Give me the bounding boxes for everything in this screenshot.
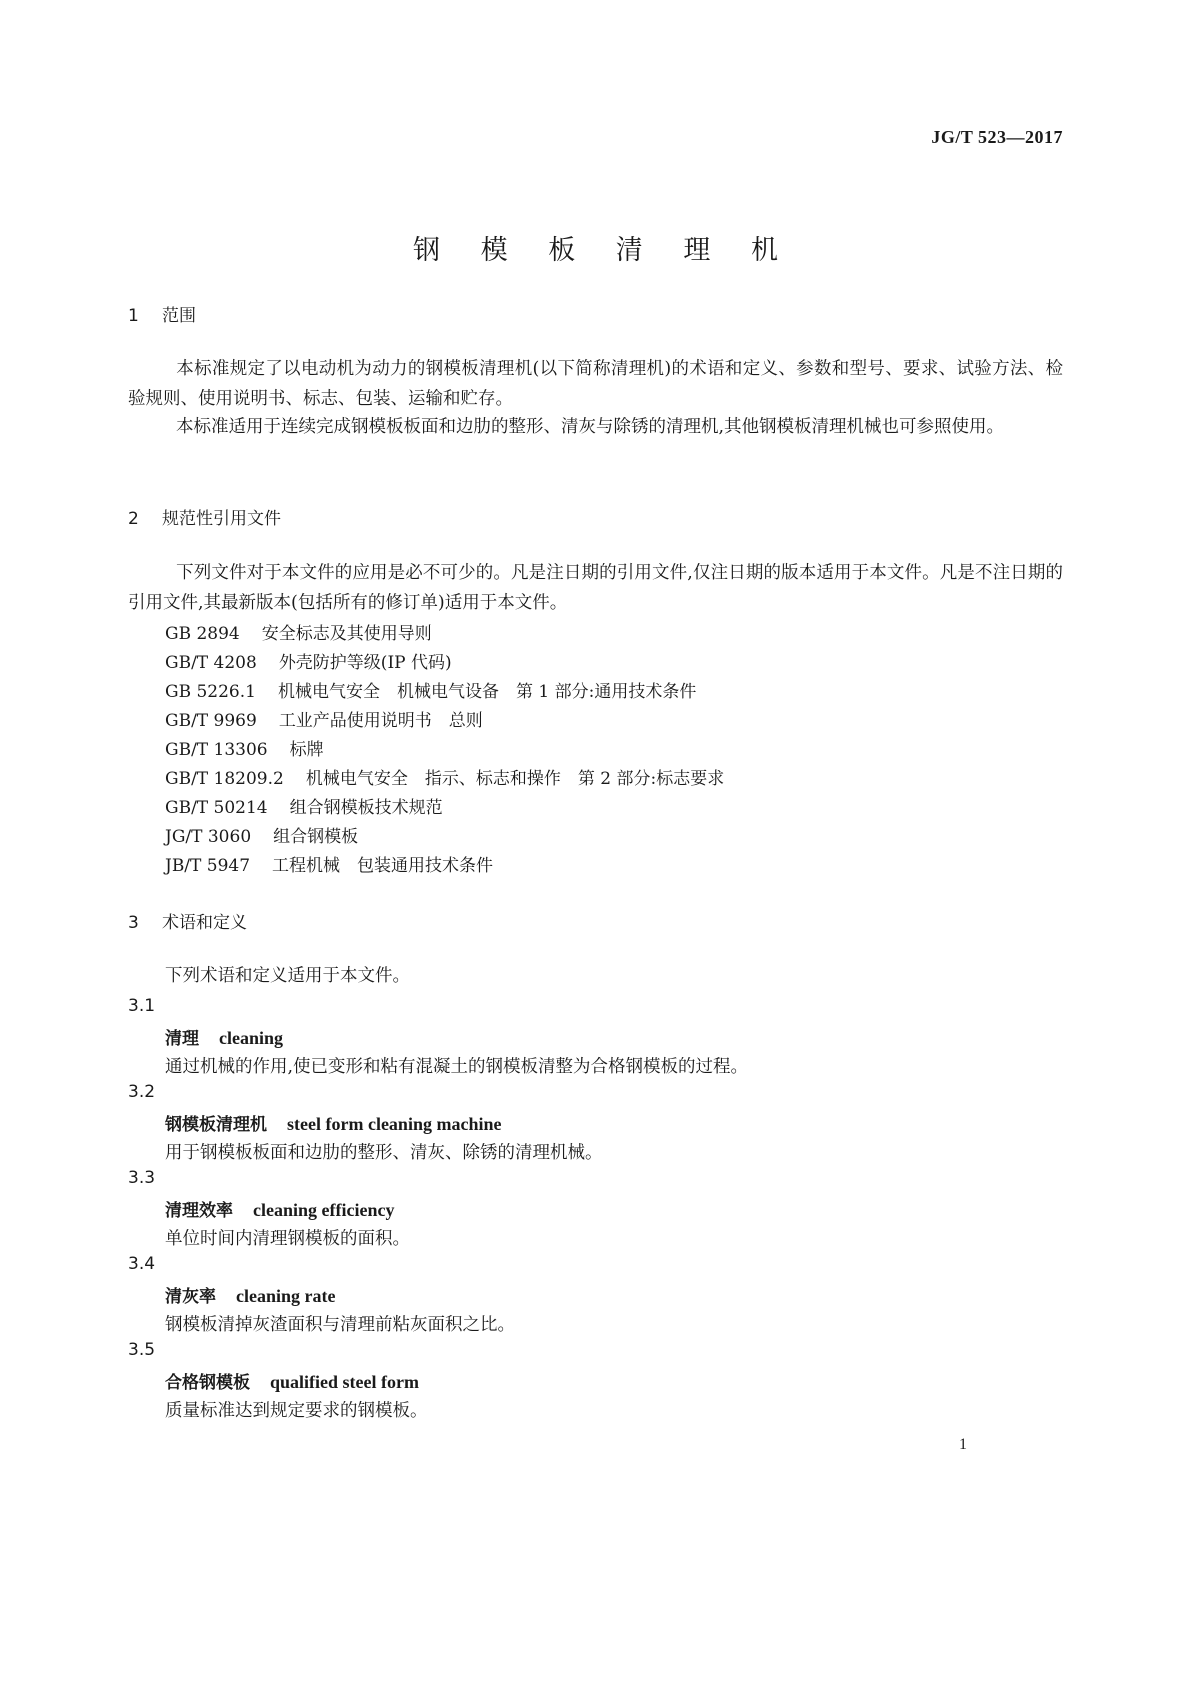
term-number: 3.4 (128, 1254, 156, 1274)
term-definition: 质量标准达到规定要求的钢模板。 (165, 1401, 428, 1421)
reference-item: GB 2894 安全标志及其使用导则 (165, 624, 432, 644)
section-title: 规范性引用文件 (162, 509, 281, 529)
section-1-paragraph-1: 本标准规定了以电动机为动力的钢模板清理机(以下简称清理机)的术语和定义、参数和型号、要求、试验方法、检验规则、使用说明书、标志、包装、运输和贮存。 (128, 359, 1063, 409)
term-title: 合格钢模板 qualified steel form (165, 1372, 419, 1393)
reference-item: GB 5226.1 机械电气安全 机械电气设备 第 1 部分:通用技术条件 (165, 682, 697, 702)
section-title: 范围 (162, 306, 196, 326)
section-title: 术语和定义 (162, 913, 247, 933)
term-title: 清灰率 cleaning rate (165, 1286, 336, 1307)
section-2-intro: 下列文件对于本文件的应用是必不可少的。凡是注日期的引用文件,仅注日期的版本适用于本文件。凡是不注日期的引用文件,其最新版本(包括所有的修订单)适用于本文件。 (128, 563, 1063, 613)
reference-item: JB/T 5947 工程机械 包装通用技术条件 (165, 856, 494, 876)
term-title: 钢模板清理机 steel form cleaning machine (165, 1114, 502, 1135)
term-number: 3.3 (128, 1168, 156, 1188)
term-title: 清理效率 cleaning efficiency (165, 1200, 395, 1221)
reference-item: GB/T 4208 外壳防护等级(IP 代码) (165, 653, 452, 673)
reference-item: JG/T 3060 组合钢模板 (165, 827, 359, 847)
section-1-paragraph-2: 本标准适用于连续完成钢模板板面和边肋的整形、清灰与除锈的清理机,其他钢模板清理机械也可参照使用。 (176, 417, 1005, 437)
section-number: 3 (128, 913, 139, 933)
section-number: 1 (128, 306, 139, 326)
reference-item: GB/T 9969 工业产品使用说明书 总则 (165, 711, 483, 731)
page-number: 1 (959, 1436, 967, 1453)
term-number: 3.2 (128, 1082, 156, 1102)
section-number: 2 (128, 509, 139, 529)
term-title: 清理 cleaning (165, 1028, 284, 1049)
term-definition: 通过机械的作用,使已变形和粘有混凝土的钢模板清整为合格钢模板的过程。 (165, 1057, 749, 1077)
reference-item: GB/T 50214 组合钢模板技术规范 (165, 798, 443, 818)
term-definition: 用于钢模板板面和边肋的整形、清灰、除锈的清理机械。 (165, 1143, 603, 1163)
section-1-heading (128, 301, 196, 326)
standard-code: JG/T 523—2017 (931, 127, 1063, 147)
document-title: 钢 模 板 清 理 机 (413, 235, 794, 266)
term-number: 3.1 (128, 996, 156, 1016)
section-3-intro: 下列术语和定义适用于本文件。 (165, 966, 410, 986)
section-3-heading (128, 908, 247, 933)
term-definition: 钢模板清掉灰渣面积与清理前粘灰面积之比。 (165, 1315, 515, 1335)
reference-item: GB/T 18209.2 机械电气安全 指示、标志和操作 第 2 部分:标志要求 (165, 769, 725, 789)
section-2-heading (128, 504, 281, 529)
term-number: 3.5 (128, 1340, 156, 1360)
term-definition: 单位时间内清理钢模板的面积。 (165, 1229, 410, 1249)
reference-item: GB/T 13306 标牌 (165, 740, 324, 760)
